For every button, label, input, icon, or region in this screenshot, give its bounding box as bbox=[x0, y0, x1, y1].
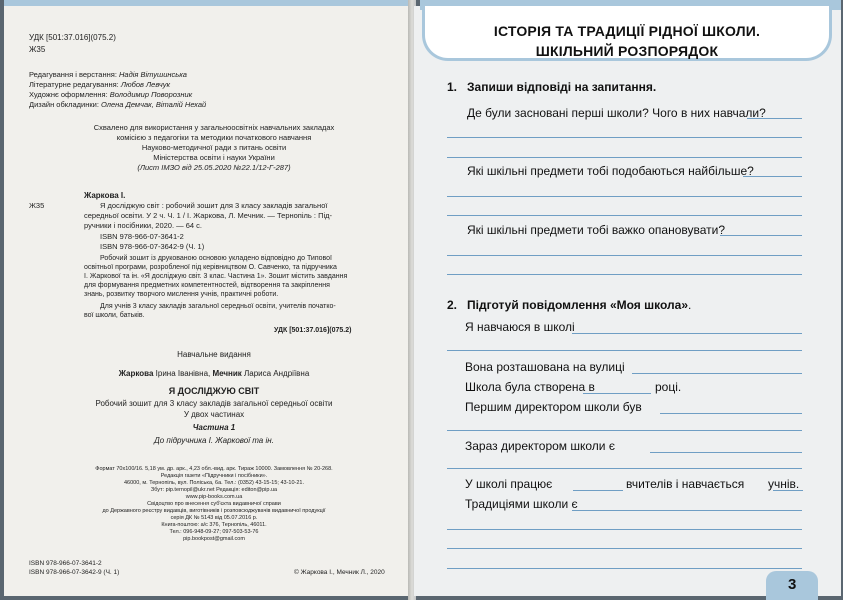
approval-line: Міністерства освіти і науки України bbox=[153, 153, 275, 162]
edition-type: Навчальне видання bbox=[177, 350, 251, 359]
biblio-author: Жаркова І. bbox=[84, 191, 126, 200]
prompt-created-suffix: році. bbox=[655, 380, 682, 394]
udk-code: УДК [501:37.016](075.2) bbox=[29, 33, 116, 42]
task1-heading: 1. Запиши відповіді на запитання. bbox=[447, 80, 657, 94]
biblio-line: для формування предметних компетентностей, відтворення та закріплення bbox=[84, 282, 330, 289]
fill-line-year[interactable] bbox=[583, 393, 651, 394]
biblio-line: знань, розвитку творчого мислення учнів, практичні роботи. bbox=[84, 291, 279, 298]
imprint-page bbox=[4, 6, 412, 596]
biblio-line: середньої освіти. У 2 ч. Ч. 1 / І. Жаркова, Л. Мечник. — Тернопіль : Під- bbox=[84, 211, 332, 220]
imprint-line: www.pip-books.com.ua bbox=[185, 494, 243, 500]
prompt-staff-mid: вчителів і навчається bbox=[626, 477, 745, 491]
credit-art: Художнє оформлення: Володимир Поворозник bbox=[29, 90, 193, 99]
fill-line-current-director[interactable] bbox=[650, 452, 802, 453]
page-number: 3 bbox=[788, 576, 797, 593]
edition-part: Частина 1 bbox=[192, 423, 236, 432]
copyright: © Жаркова І., Мечник Л., 2020 bbox=[294, 569, 385, 576]
edition-authors: Жаркова Ірина Іванівна, Мечник Лариса Андріївна bbox=[118, 369, 310, 378]
answer-line[interactable] bbox=[447, 430, 802, 431]
fill-line-traditions[interactable] bbox=[572, 510, 802, 511]
imprint-line: Книга-поштою: а/с 376, Тернопіль, 46011. bbox=[161, 522, 267, 528]
approval-line: Науково-методичної ради з питань освіти bbox=[141, 143, 287, 152]
answer-line[interactable] bbox=[447, 274, 802, 275]
task1-question: Де були засновані перші школи? Чого в них навчали? bbox=[467, 106, 766, 120]
fill-line-teachers[interactable] bbox=[573, 490, 623, 491]
isbn-bottom: ISBN 978-966-07-3641-2 bbox=[29, 560, 102, 567]
edition-subtitle: Робочий зошит для 3 класу закладів загальної середньої освіти bbox=[95, 399, 333, 408]
edition-parts: У двох частинах bbox=[183, 410, 245, 419]
imprint-line: до Державного реєстру видавців, виготівників і розповсюджувачів видавничої продукції bbox=[102, 508, 326, 514]
imprint-line: серія ДК № 5143 від 05.07.2016 р. bbox=[170, 515, 258, 521]
approval-line: комісією з педагогіки та методики початкового навчання bbox=[116, 133, 312, 142]
answer-line[interactable] bbox=[447, 137, 802, 138]
credit-literary: Літературне редагування: Любов Левчук bbox=[29, 80, 170, 89]
answer-line[interactable] bbox=[743, 176, 802, 177]
imprint-line: Свідоцтво про внесення суб'єкта видавничої справи bbox=[147, 501, 281, 507]
edition-textbook: До підручника І. Жаркової та ін. bbox=[154, 436, 274, 445]
page-number-tab bbox=[766, 571, 818, 600]
prompt-created: Школа була створена в bbox=[465, 380, 595, 394]
biblio-line: І. Жаркової та ін. «Я досліджую світ. 3 клас. Частина 1». Зошит містить завдання bbox=[84, 273, 348, 280]
imprint-line: Редакція газети «Підручники і посібники». bbox=[160, 473, 268, 479]
biblio-isbn: ISBN 978-966-07-3641-2 bbox=[100, 232, 184, 241]
answer-line[interactable] bbox=[447, 196, 802, 197]
answer-line[interactable] bbox=[747, 118, 802, 119]
answer-line[interactable] bbox=[447, 529, 802, 530]
approval-letter: (Лист ІМЗО від 25.05.2020 №22.1/12-Г-287) bbox=[137, 163, 291, 172]
answer-line[interactable] bbox=[447, 255, 802, 256]
biblio-line: ручники і посібники, 2020. — 64 с. bbox=[84, 221, 202, 230]
prompt-school: Я навчаюся в школі bbox=[465, 320, 575, 334]
task1-question: Які шкільні предмети тобі важко опановувати? bbox=[467, 223, 726, 237]
biblio-udk: УДК [501:37.016](075.2) bbox=[274, 327, 352, 334]
biblio-line: Я досліджую світ : робочий зошит для 3 класу закладів загальної bbox=[100, 201, 328, 210]
prompt-traditions: Традиціями школи є bbox=[465, 497, 578, 511]
biblio-line: Для учнів 3 класу закладів загальної середньої освіти, учителів початко- bbox=[100, 303, 336, 310]
biblio-isbn: ISBN 978-966-07-3642-9 (Ч. 1) bbox=[100, 242, 205, 251]
answer-line[interactable] bbox=[720, 235, 802, 236]
imprint-line: Тел.: 096-948-09-27; 097-503-53-76 bbox=[169, 529, 259, 535]
catalog-code: Ж35 bbox=[29, 45, 46, 54]
biblio-line: Робочий зошит із друкованою основою укладено відповідно до Типової bbox=[100, 255, 332, 262]
task1-question: Які шкільні предмети тобі подобаються найбільше? bbox=[467, 164, 754, 178]
task2-heading: 2. Підготуй повідомлення «Моя школа». bbox=[447, 298, 692, 312]
approval-line: Схвалено для використання у загальноосвітніх навчальних закладах bbox=[93, 123, 335, 132]
fill-line-first-director[interactable] bbox=[660, 413, 802, 414]
answer-line[interactable] bbox=[447, 350, 802, 351]
lesson-title: ІСТОРІЯ ТА ТРАДИЦІЇ РІДНОЇ ШКОЛИ. bbox=[493, 23, 761, 39]
prompt-staff: У школі працює bbox=[465, 477, 553, 491]
answer-line[interactable] bbox=[447, 215, 802, 216]
biblio-code: Ж35 bbox=[29, 201, 45, 210]
prompt-staff-suffix: учнів. bbox=[768, 477, 800, 491]
prompt-current-director: Зараз директором школи є bbox=[465, 439, 615, 453]
answer-line[interactable] bbox=[447, 157, 802, 158]
imprint-line: pip.bookpost@gmail.com bbox=[183, 536, 245, 542]
credit-cover: Дизайн обкладинки: Олена Демчак, Віталій Нехай bbox=[29, 100, 207, 109]
credit-editing: Редагування і верстання: Надія Вітушинська bbox=[29, 70, 187, 79]
imprint-line: Формат 70x100/16. 5,18 ум. др. арк., 4,23 обл.-вид. арк. Тираж 10000. Замовлення № 20-268. bbox=[95, 466, 333, 472]
isbn-bottom: ISBN 978-966-07-3642-9 (Ч. 1) bbox=[29, 569, 120, 576]
fill-line-school[interactable] bbox=[572, 333, 802, 334]
fill-line-street[interactable] bbox=[632, 373, 802, 374]
biblio-line: вої школи, батьків. bbox=[84, 312, 145, 319]
lesson-title-banner bbox=[422, 6, 832, 61]
prompt-first-director: Першим директором школи був bbox=[465, 400, 642, 414]
biblio-line: освітньої програми, розробленої під керівництвом О. Савченко, та підручника bbox=[84, 264, 337, 271]
answer-line[interactable] bbox=[447, 548, 802, 549]
answer-line[interactable] bbox=[447, 568, 802, 569]
imprint-line: Збут: pip.ternopil@ukr.net Редакція: editon@pip.ua bbox=[150, 487, 278, 493]
prompt-street: Вона розташована на вулиці bbox=[465, 360, 625, 374]
lesson-subtitle: ШКІЛЬНИЙ РОЗПОРЯДОК bbox=[535, 43, 719, 59]
answer-line[interactable] bbox=[447, 468, 802, 469]
imprint-line: 46000, м. Тернопіль, вул. Поліська, 6а. Тел.: (0352) 43-15-15; 43-10-21. bbox=[124, 480, 304, 486]
edition-title: Я ДОСЛІДЖУЮ СВІТ bbox=[168, 386, 260, 396]
